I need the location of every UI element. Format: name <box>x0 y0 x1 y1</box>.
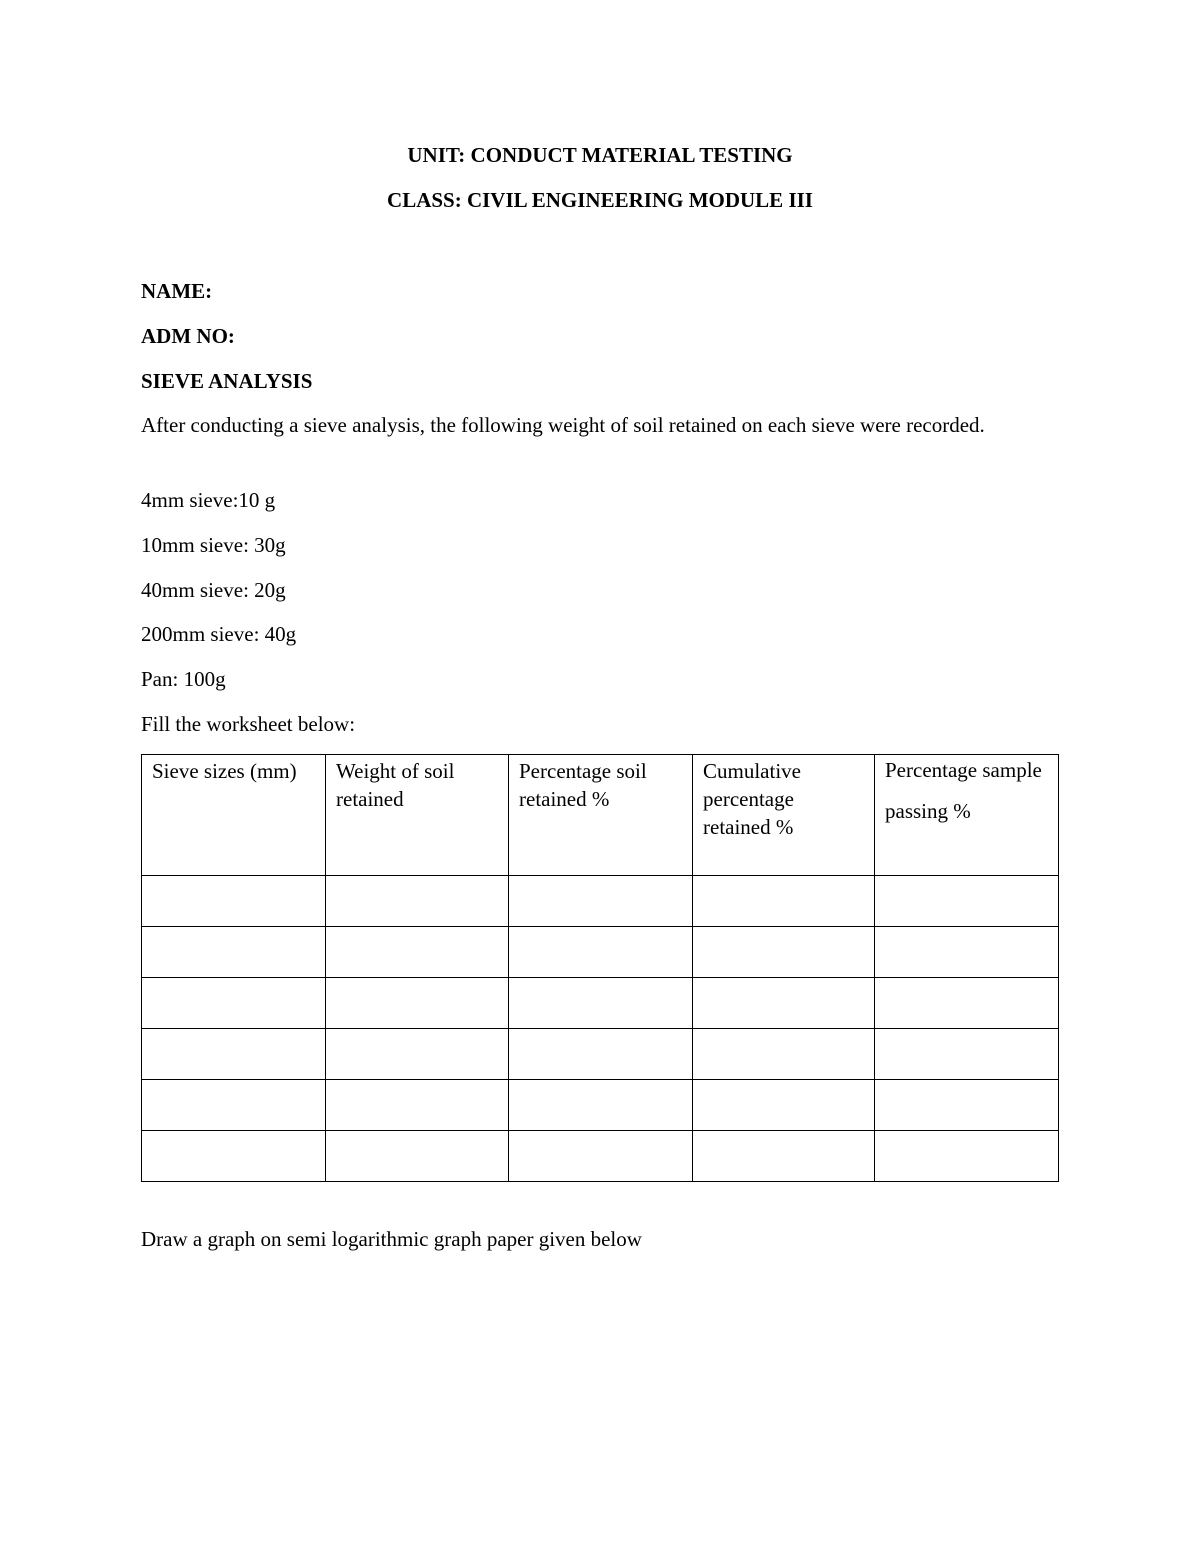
worksheet-header-row <box>142 755 1059 876</box>
blank-cell[interactable] <box>875 876 1059 927</box>
header-cell <box>875 755 1059 876</box>
blank-cell[interactable] <box>509 978 693 1029</box>
blank-cell[interactable] <box>693 927 875 978</box>
blank-cell[interactable] <box>693 1131 875 1182</box>
table-row <box>142 1029 1059 1080</box>
intro-paragraph: After conducting a sieve analysis, the following weight of soil retained on each sieve were recorded. <box>141 413 985 437</box>
reading-40mm: 40mm sieve: 20g <box>141 578 286 602</box>
reading-10mm: 10mm sieve: 30g <box>141 533 286 557</box>
blank-cell[interactable] <box>142 1080 326 1131</box>
blank-cell[interactable] <box>326 1131 509 1182</box>
blank-cell[interactable] <box>693 876 875 927</box>
table-row <box>142 1131 1059 1182</box>
blank-cell[interactable] <box>326 927 509 978</box>
graph-instruction: Draw a graph on semi logarithmic graph paper given below <box>141 1227 642 1251</box>
worksheet-table <box>141 754 1059 1182</box>
worksheet-instruction: Fill the worksheet below: <box>141 712 356 736</box>
blank-cell[interactable] <box>142 876 326 927</box>
header-cell <box>693 755 875 876</box>
reading-pan: Pan: 100g <box>141 667 226 691</box>
header-cell <box>509 755 693 876</box>
blank-cell[interactable] <box>509 1080 693 1131</box>
unit-heading: UNIT: CONDUCT MATERIAL TESTING <box>407 143 793 167</box>
header-percentage-passing: Percentage sample passing % <box>885 758 1042 823</box>
blank-cell[interactable] <box>693 1080 875 1131</box>
header-cumulative-retained: Cumulative percentage retained % <box>703 759 801 839</box>
blank-cell[interactable] <box>142 1029 326 1080</box>
header-cell <box>326 755 509 876</box>
class-heading: CLASS: CIVIL ENGINEERING MODULE III <box>387 188 813 212</box>
blank-cell[interactable] <box>875 1029 1059 1080</box>
header-sieve-sizes: Sieve sizes (mm) <box>152 759 297 783</box>
blank-cell[interactable] <box>875 978 1059 1029</box>
blank-cell[interactable] <box>875 927 1059 978</box>
blank-cell[interactable] <box>875 1131 1059 1182</box>
header-weight-retained: Weight of soil retained <box>336 759 455 811</box>
adm-no-label: ADM NO: <box>141 324 235 348</box>
table-row <box>142 1080 1059 1131</box>
reading-200mm: 200mm sieve: 40g <box>141 622 297 646</box>
blank-cell[interactable] <box>326 1029 509 1080</box>
blank-cell[interactable] <box>509 927 693 978</box>
blank-cell[interactable] <box>693 1029 875 1080</box>
header-cell <box>142 755 326 876</box>
table-row <box>142 876 1059 927</box>
blank-cell[interactable] <box>509 1131 693 1182</box>
blank-cell[interactable] <box>326 978 509 1029</box>
blank-cell[interactable] <box>326 876 509 927</box>
blank-cell[interactable] <box>693 978 875 1029</box>
section-title: SIEVE ANALYSIS <box>141 369 313 393</box>
blank-cell[interactable] <box>326 1080 509 1131</box>
table-row <box>142 927 1059 978</box>
name-label: NAME: <box>141 279 213 303</box>
blank-cell[interactable] <box>142 927 326 978</box>
table-row <box>142 978 1059 1029</box>
header-percentage-retained: Percentage soil retained % <box>519 759 647 811</box>
blank-cell[interactable] <box>142 1131 326 1182</box>
reading-4mm: 4mm sieve:10 g <box>141 488 276 512</box>
blank-cell[interactable] <box>509 876 693 927</box>
blank-cell[interactable] <box>509 1029 693 1080</box>
blank-cell[interactable] <box>875 1080 1059 1131</box>
blank-cell[interactable] <box>142 978 326 1029</box>
